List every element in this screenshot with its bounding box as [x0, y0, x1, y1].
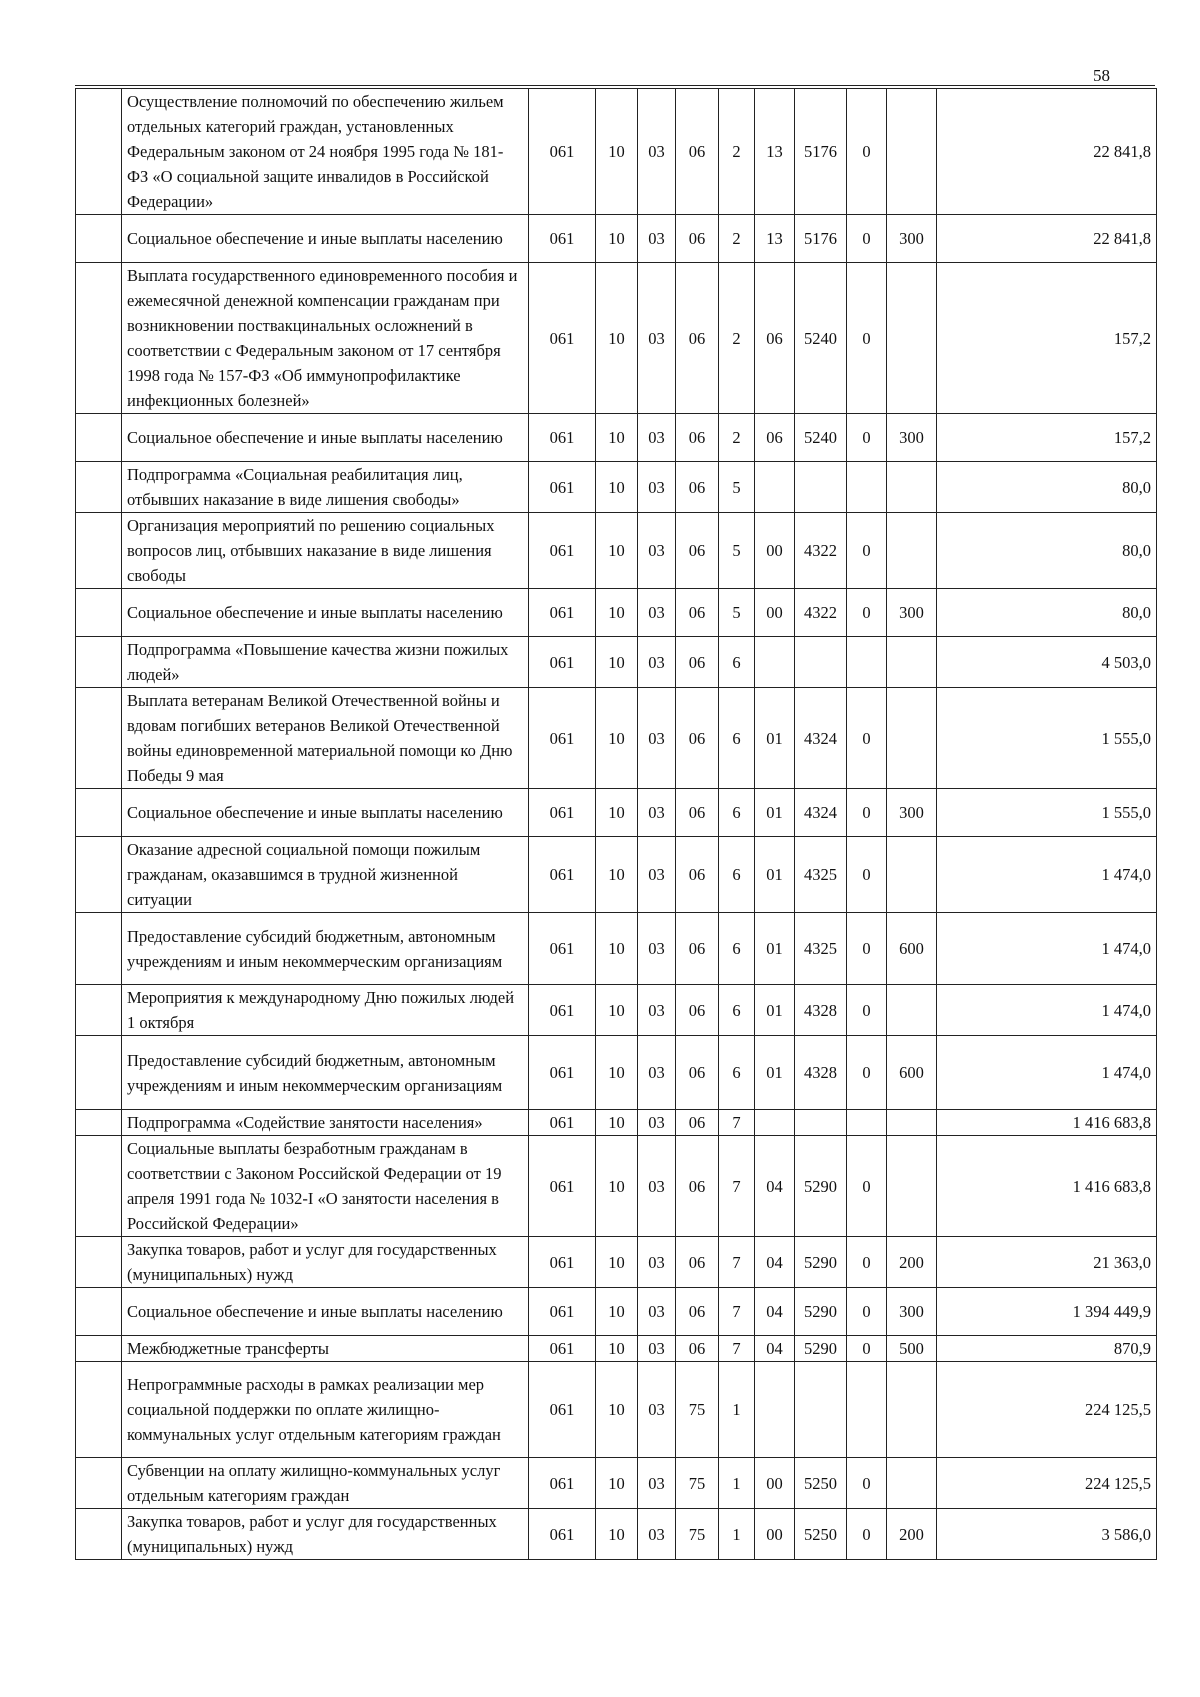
code-cell-c7 [795, 1110, 847, 1136]
row-number-cell [76, 513, 122, 589]
code-cell-c7: 4324 [795, 789, 847, 837]
code-cell-c2: 10 [596, 414, 638, 462]
code-cell-c6: 01 [755, 789, 795, 837]
code-cell-c1: 061 [529, 913, 596, 985]
code-cell-c4: 06 [676, 1136, 719, 1237]
code-cell-c3: 03 [638, 913, 676, 985]
code-cell-c3: 03 [638, 688, 676, 789]
code-cell-c3: 03 [638, 589, 676, 637]
expense-name-cell: Субвенции на оплату жилищно-коммунальных услуг отдельным категориям граждан [122, 1458, 529, 1509]
budget-table [75, 88, 1157, 1560]
code-cell-c1: 061 [529, 1110, 596, 1136]
code-cell-c6: 06 [755, 414, 795, 462]
code-cell-c7 [795, 637, 847, 688]
code-cell-c4: 06 [676, 215, 719, 263]
code-cell-c6: 01 [755, 985, 795, 1036]
code-cell-c2: 10 [596, 1509, 638, 1560]
amount-cell: 1 474,0 [937, 837, 1157, 913]
code-cell-c6: 13 [755, 215, 795, 263]
code-cell-c7: 4325 [795, 837, 847, 913]
code-cell-c4: 06 [676, 1336, 719, 1362]
amount-cell: 870,9 [937, 1336, 1157, 1362]
table-row [76, 1237, 1157, 1288]
table-row [76, 1336, 1157, 1362]
code-cell-c7: 5290 [795, 1136, 847, 1237]
code-cell-c8: 0 [847, 985, 887, 1036]
code-cell-c1: 061 [529, 789, 596, 837]
code-cell-c9 [887, 688, 937, 789]
code-cell-c5: 6 [719, 837, 755, 913]
code-cell-c7: 4328 [795, 985, 847, 1036]
table-row [76, 462, 1157, 513]
expense-name-cell: Социальные выплаты безработным гражданам в соответствии с Законом Российской Федерации от 19 апреля 1991 года № 1032-I «О занятости населения в Российской Федерации» [122, 1136, 529, 1237]
code-cell-c7: 5290 [795, 1237, 847, 1288]
code-cell-c5: 6 [719, 637, 755, 688]
code-cell-c4: 06 [676, 414, 719, 462]
row-number-cell [76, 1336, 122, 1362]
code-cell-c6 [755, 462, 795, 513]
code-cell-c1: 061 [529, 1288, 596, 1336]
row-number-cell [76, 1036, 122, 1110]
code-cell-c3: 03 [638, 215, 676, 263]
code-cell-c4: 06 [676, 1288, 719, 1336]
code-cell-c9: 600 [887, 1036, 937, 1110]
code-cell-c6: 00 [755, 513, 795, 589]
code-cell-c8 [847, 1110, 887, 1136]
code-cell-c2: 10 [596, 462, 638, 513]
code-cell-c3: 03 [638, 263, 676, 414]
code-cell-c7: 5240 [795, 263, 847, 414]
table-row [76, 215, 1157, 263]
expense-name-cell: Социальное обеспечение и иные выплаты населению [122, 1288, 529, 1336]
code-cell-c3: 03 [638, 513, 676, 589]
table-row [76, 1136, 1157, 1237]
code-cell-c8: 0 [847, 215, 887, 263]
code-cell-c9 [887, 1362, 937, 1458]
code-cell-c4: 06 [676, 89, 719, 215]
expense-name-cell: Предоставление субсидий бюджетным, автономным учреждениям и иным некоммерческим организациям [122, 913, 529, 985]
code-cell-c7: 5250 [795, 1458, 847, 1509]
code-cell-c6: 04 [755, 1336, 795, 1362]
code-cell-c7: 4324 [795, 688, 847, 789]
code-cell-c1: 061 [529, 215, 596, 263]
code-cell-c7: 5250 [795, 1509, 847, 1560]
code-cell-c5: 6 [719, 688, 755, 789]
code-cell-c4: 06 [676, 513, 719, 589]
code-cell-c4: 75 [676, 1458, 719, 1509]
expense-name-cell: Закупка товаров, работ и услуг для государственных (муниципальных) нужд [122, 1509, 529, 1560]
expense-name-cell: Межбюджетные трансферты [122, 1336, 529, 1362]
code-cell-c6 [755, 1362, 795, 1458]
row-number-cell [76, 263, 122, 414]
code-cell-c8: 0 [847, 513, 887, 589]
expense-name-cell: Осуществление полномочий по обеспечению жильем отдельных категорий граждан, установленных Федеральным законом от 24 ноября 1995 года № 181-ФЗ «О социальной защите инвалидов в Российской Федерации» [122, 89, 529, 215]
row-number-cell [76, 589, 122, 637]
code-cell-c8: 0 [847, 688, 887, 789]
code-cell-c1: 061 [529, 637, 596, 688]
code-cell-c3: 03 [638, 462, 676, 513]
code-cell-c1: 061 [529, 1336, 596, 1362]
table-row [76, 637, 1157, 688]
code-cell-c9 [887, 263, 937, 414]
amount-cell: 1 474,0 [937, 985, 1157, 1036]
code-cell-c4: 06 [676, 263, 719, 414]
amount-cell: 80,0 [937, 513, 1157, 589]
row-number-cell [76, 215, 122, 263]
code-cell-c5: 6 [719, 985, 755, 1036]
table-row [76, 1110, 1157, 1136]
code-cell-c9 [887, 462, 937, 513]
code-cell-c7: 4328 [795, 1036, 847, 1110]
amount-cell: 1 555,0 [937, 688, 1157, 789]
code-cell-c5: 7 [719, 1288, 755, 1336]
code-cell-c7 [795, 1362, 847, 1458]
amount-cell: 1 416 683,8 [937, 1136, 1157, 1237]
amount-cell: 80,0 [937, 462, 1157, 513]
code-cell-c2: 10 [596, 637, 638, 688]
code-cell-c2: 10 [596, 688, 638, 789]
code-cell-c3: 03 [638, 1458, 676, 1509]
code-cell-c9: 300 [887, 1288, 937, 1336]
row-number-cell [76, 985, 122, 1036]
amount-cell: 80,0 [937, 589, 1157, 637]
code-cell-c3: 03 [638, 1136, 676, 1237]
code-cell-c9: 300 [887, 789, 937, 837]
code-cell-c1: 061 [529, 589, 596, 637]
amount-cell: 1 474,0 [937, 913, 1157, 985]
code-cell-c1: 061 [529, 1362, 596, 1458]
expense-name-cell: Подпрограмма «Социальная реабилитация лиц, отбывших наказание в виде лишения свободы» [122, 462, 529, 513]
table-row [76, 985, 1157, 1036]
code-cell-c4: 75 [676, 1509, 719, 1560]
code-cell-c7: 5290 [795, 1336, 847, 1362]
code-cell-c3: 03 [638, 1362, 676, 1458]
code-cell-c1: 061 [529, 513, 596, 589]
code-cell-c8: 0 [847, 1336, 887, 1362]
code-cell-c4: 06 [676, 985, 719, 1036]
amount-cell: 22 841,8 [937, 215, 1157, 263]
code-cell-c3: 03 [638, 789, 676, 837]
code-cell-c4: 06 [676, 837, 719, 913]
code-cell-c3: 03 [638, 1110, 676, 1136]
code-cell-c2: 10 [596, 1110, 638, 1136]
code-cell-c5: 5 [719, 589, 755, 637]
code-cell-c3: 03 [638, 414, 676, 462]
expense-name-cell: Подпрограмма «Содействие занятости населения» [122, 1110, 529, 1136]
code-cell-c8: 0 [847, 589, 887, 637]
code-cell-c1: 061 [529, 462, 596, 513]
table-row [76, 263, 1157, 414]
table-row [76, 89, 1157, 215]
code-cell-c6: 00 [755, 1509, 795, 1560]
code-cell-c2: 10 [596, 589, 638, 637]
code-cell-c1: 061 [529, 985, 596, 1036]
code-cell-c6: 13 [755, 89, 795, 215]
expense-name-cell: Социальное обеспечение и иные выплаты населению [122, 789, 529, 837]
code-cell-c6: 04 [755, 1237, 795, 1288]
expense-name-cell: Социальное обеспечение и иные выплаты населению [122, 414, 529, 462]
code-cell-c9: 300 [887, 215, 937, 263]
row-number-cell [76, 1136, 122, 1237]
code-cell-c3: 03 [638, 1036, 676, 1110]
budget-table-body [76, 89, 1157, 1560]
expense-name-cell: Закупка товаров, работ и услуг для государственных (муниципальных) нужд [122, 1237, 529, 1288]
code-cell-c1: 061 [529, 1036, 596, 1110]
row-number-cell [76, 414, 122, 462]
amount-cell: 157,2 [937, 414, 1157, 462]
code-cell-c5: 7 [719, 1237, 755, 1288]
code-cell-c9: 300 [887, 414, 937, 462]
table-row [76, 837, 1157, 913]
code-cell-c4: 06 [676, 1036, 719, 1110]
code-cell-c5: 2 [719, 263, 755, 414]
code-cell-c8 [847, 462, 887, 513]
code-cell-c3: 03 [638, 1336, 676, 1362]
code-cell-c8: 0 [847, 1509, 887, 1560]
code-cell-c2: 10 [596, 513, 638, 589]
code-cell-c3: 03 [638, 1237, 676, 1288]
table-row [76, 1458, 1157, 1509]
page-number: 58 [1093, 66, 1110, 85]
code-cell-c7: 5240 [795, 414, 847, 462]
code-cell-c2: 10 [596, 215, 638, 263]
row-number-cell [76, 1288, 122, 1336]
code-cell-c2: 10 [596, 1288, 638, 1336]
expense-name-cell: Оказание адресной социальной помощи пожилым гражданам, оказавшимся в трудной жизненной ситуации [122, 837, 529, 913]
code-cell-c9: 200 [887, 1237, 937, 1288]
row-number-cell [76, 837, 122, 913]
code-cell-c2: 10 [596, 1136, 638, 1237]
code-cell-c9 [887, 837, 937, 913]
code-cell-c5: 7 [719, 1336, 755, 1362]
code-cell-c7: 4322 [795, 513, 847, 589]
table-row [76, 513, 1157, 589]
code-cell-c8: 0 [847, 1136, 887, 1237]
code-cell-c5: 5 [719, 513, 755, 589]
expense-name-cell: Выплата государственного единовременного пособия и ежемесячной денежной компенсации гражданам при возникновении поствакцинальных осложнений в соответствии с Федеральным законом от 17 сентября 1998 года № 157-ФЗ «Об иммунопрофилактике инфекционных болезней» [122, 263, 529, 414]
expense-name-cell: Мероприятия к международному Дню пожилых людей 1 октября [122, 985, 529, 1036]
code-cell-c4: 06 [676, 1237, 719, 1288]
row-number-cell [76, 1110, 122, 1136]
amount-cell: 157,2 [937, 263, 1157, 414]
code-cell-c9 [887, 1110, 937, 1136]
amount-cell: 224 125,5 [937, 1362, 1157, 1458]
table-row [76, 1362, 1157, 1458]
code-cell-c6: 01 [755, 837, 795, 913]
code-cell-c7: 5290 [795, 1288, 847, 1336]
table-row [76, 1036, 1157, 1110]
row-number-cell [76, 1509, 122, 1560]
code-cell-c2: 10 [596, 1237, 638, 1288]
code-cell-c5: 2 [719, 215, 755, 263]
code-cell-c7: 4325 [795, 913, 847, 985]
table-row [76, 589, 1157, 637]
code-cell-c5: 7 [719, 1110, 755, 1136]
code-cell-c9 [887, 89, 937, 215]
code-cell-c9: 200 [887, 1509, 937, 1560]
amount-cell: 4 503,0 [937, 637, 1157, 688]
expense-name-cell: Социальное обеспечение и иные выплаты населению [122, 215, 529, 263]
page-top-rule [75, 85, 1155, 86]
code-cell-c1: 061 [529, 1509, 596, 1560]
row-number-cell [76, 462, 122, 513]
code-cell-c7: 5176 [795, 215, 847, 263]
code-cell-c1: 061 [529, 688, 596, 789]
code-cell-c8: 0 [847, 1288, 887, 1336]
code-cell-c8: 0 [847, 789, 887, 837]
code-cell-c8: 0 [847, 414, 887, 462]
row-number-cell [76, 1237, 122, 1288]
table-row [76, 1509, 1157, 1560]
code-cell-c7: 5176 [795, 89, 847, 215]
code-cell-c8: 0 [847, 913, 887, 985]
row-number-cell [76, 637, 122, 688]
expense-name-cell: Предоставление субсидий бюджетным, автономным учреждениям и иным некоммерческим организациям [122, 1036, 529, 1110]
code-cell-c5: 6 [719, 913, 755, 985]
code-cell-c5: 6 [719, 1036, 755, 1110]
amount-cell: 1 416 683,8 [937, 1110, 1157, 1136]
table-row [76, 789, 1157, 837]
code-cell-c9 [887, 637, 937, 688]
code-cell-c2: 10 [596, 1362, 638, 1458]
code-cell-c6: 01 [755, 913, 795, 985]
code-cell-c9 [887, 985, 937, 1036]
code-cell-c6: 00 [755, 1458, 795, 1509]
code-cell-c4: 06 [676, 589, 719, 637]
amount-cell: 1 474,0 [937, 1036, 1157, 1110]
row-number-cell [76, 1362, 122, 1458]
code-cell-c6 [755, 637, 795, 688]
row-number-cell [76, 913, 122, 985]
code-cell-c3: 03 [638, 1288, 676, 1336]
code-cell-c6: 06 [755, 263, 795, 414]
code-cell-c3: 03 [638, 837, 676, 913]
amount-cell: 1 555,0 [937, 789, 1157, 837]
code-cell-c1: 061 [529, 1458, 596, 1509]
code-cell-c8 [847, 637, 887, 688]
code-cell-c1: 061 [529, 1237, 596, 1288]
code-cell-c4: 75 [676, 1362, 719, 1458]
code-cell-c5: 1 [719, 1509, 755, 1560]
code-cell-c4: 06 [676, 789, 719, 837]
code-cell-c2: 10 [596, 263, 638, 414]
code-cell-c1: 061 [529, 89, 596, 215]
code-cell-c5: 5 [719, 462, 755, 513]
code-cell-c3: 03 [638, 985, 676, 1036]
code-cell-c9: 500 [887, 1336, 937, 1362]
code-cell-c6: 01 [755, 1036, 795, 1110]
code-cell-c8: 0 [847, 263, 887, 414]
code-cell-c7: 4322 [795, 589, 847, 637]
code-cell-c3: 03 [638, 1509, 676, 1560]
expense-name-cell: Организация мероприятий по решению социальных вопросов лиц, отбывших наказание в виде лишения свободы [122, 513, 529, 589]
code-cell-c5: 1 [719, 1362, 755, 1458]
code-cell-c9 [887, 1136, 937, 1237]
code-cell-c2: 10 [596, 837, 638, 913]
code-cell-c1: 061 [529, 837, 596, 913]
code-cell-c8: 0 [847, 1036, 887, 1110]
table-row [76, 1288, 1157, 1336]
code-cell-c5: 2 [719, 414, 755, 462]
expense-name-cell: Подпрограмма «Повышение качества жизни пожилых людей» [122, 637, 529, 688]
code-cell-c2: 10 [596, 1336, 638, 1362]
expense-name-cell: Выплата ветеранам Великой Отечественной войны и вдовам погибших ветеранов Великой Отечественной войны единовременной материальной помощи ко Дню Победы 9 мая [122, 688, 529, 789]
code-cell-c5: 1 [719, 1458, 755, 1509]
row-number-cell [76, 1458, 122, 1509]
code-cell-c2: 10 [596, 1458, 638, 1509]
code-cell-c1: 061 [529, 1136, 596, 1237]
code-cell-c9 [887, 513, 937, 589]
code-cell-c5: 7 [719, 1136, 755, 1237]
code-cell-c8: 0 [847, 837, 887, 913]
code-cell-c8: 0 [847, 89, 887, 215]
code-cell-c8 [847, 1362, 887, 1458]
code-cell-c9: 300 [887, 589, 937, 637]
code-cell-c1: 061 [529, 414, 596, 462]
code-cell-c5: 2 [719, 89, 755, 215]
code-cell-c2: 10 [596, 985, 638, 1036]
expense-name-cell: Социальное обеспечение и иные выплаты населению [122, 589, 529, 637]
code-cell-c4: 06 [676, 913, 719, 985]
row-number-cell [76, 688, 122, 789]
code-cell-c8: 0 [847, 1458, 887, 1509]
code-cell-c9 [887, 1458, 937, 1509]
amount-cell: 1 394 449,9 [937, 1288, 1157, 1336]
amount-cell: 224 125,5 [937, 1458, 1157, 1509]
code-cell-c3: 03 [638, 89, 676, 215]
code-cell-c9: 600 [887, 913, 937, 985]
code-cell-c6: 00 [755, 589, 795, 637]
code-cell-c6: 01 [755, 688, 795, 789]
table-row [76, 688, 1157, 789]
code-cell-c3: 03 [638, 637, 676, 688]
code-cell-c8: 0 [847, 1237, 887, 1288]
code-cell-c2: 10 [596, 89, 638, 215]
code-cell-c6: 04 [755, 1288, 795, 1336]
code-cell-c6 [755, 1110, 795, 1136]
amount-cell: 21 363,0 [937, 1237, 1157, 1288]
code-cell-c4: 06 [676, 462, 719, 513]
amount-cell: 3 586,0 [937, 1509, 1157, 1560]
amount-cell: 22 841,8 [937, 89, 1157, 215]
row-number-cell [76, 789, 122, 837]
table-row [76, 913, 1157, 985]
code-cell-c2: 10 [596, 1036, 638, 1110]
code-cell-c4: 06 [676, 637, 719, 688]
code-cell-c5: 6 [719, 789, 755, 837]
code-cell-c6: 04 [755, 1136, 795, 1237]
code-cell-c2: 10 [596, 913, 638, 985]
code-cell-c1: 061 [529, 263, 596, 414]
code-cell-c7 [795, 462, 847, 513]
table-row [76, 414, 1157, 462]
row-number-cell [76, 89, 122, 215]
code-cell-c4: 06 [676, 1110, 719, 1136]
code-cell-c4: 06 [676, 688, 719, 789]
expense-name-cell: Непрограммные расходы в рамках реализации мер социальной поддержки по оплате жилищно-коммунальных услуг отдельным категориям граждан [122, 1362, 529, 1458]
code-cell-c2: 10 [596, 789, 638, 837]
